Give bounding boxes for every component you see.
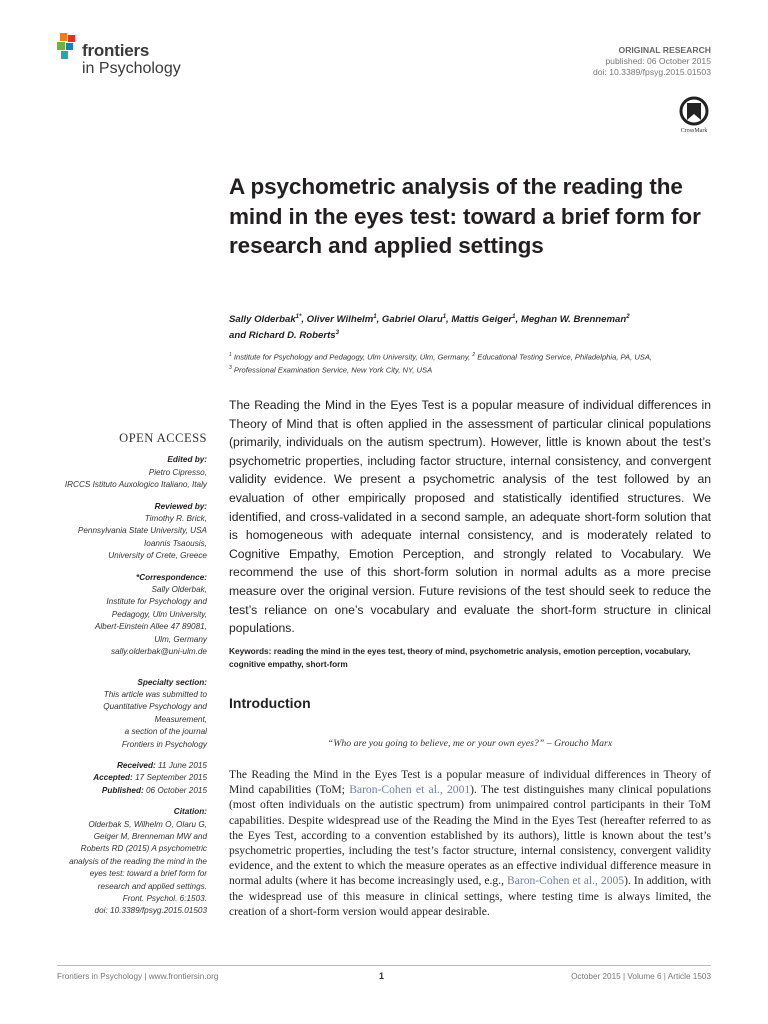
citation-doi[interactable]: doi: 10.3389/fpsyg.2015.01503: [94, 906, 207, 916]
abstract: The Reading the Mind in the Eyes Test is a popular measure of individual differences in Theory of Mind that is often applied in the assessment of particular clinical populations (primarily, individuals on the autism spectrum). However, little is known about the test’s psychometric properties, including factor structure, internal consistency, and convergent validity evidence. We present a psychometric analysis of the test followed by an evaluation of other empirically proposed and statistically identified structures. We identified, and cross-validated in a second sample, an adequate short-form solution that is homogeneous with adequate internal consistency, and is moderately related to Cognitive Empathy, Emotion Perception, and strongly related to Vocabulary. We recommend the use of this short-form solution in normal adults as a more precise measure over the original version. Future revisions of the test should seek to reduce the test’s reliance on one’s vocabulary and evaluate the short-form structure in clinical populations.: [229, 398, 711, 636]
logo-frontiers-text: frontiers: [82, 41, 150, 60]
author-name[interactable]: Meghan W. Brenneman: [520, 314, 627, 326]
footer-journal[interactable]: Frontiers in Psychology | www.frontiersin.org: [57, 972, 219, 981]
specialty-line: Frontiers in Psychology: [121, 739, 207, 749]
correspondence-line: Sally Olderbak,: [151, 585, 207, 595]
reviewer-line: Pennsylvania State University, USA: [77, 526, 207, 536]
reviewer-line: Timothy R. Brick,: [144, 514, 207, 524]
footer-divider: [57, 965, 711, 966]
epigraph: “Who are you going to believe, me or your own eyes?” – Groucho Marx: [327, 738, 613, 749]
citation-line: Roberts RD (2015) A psychometric: [80, 844, 207, 854]
citation-link[interactable]: Baron-Cohen et al., 2005: [506, 874, 625, 888]
journal-logo[interactable]: [57, 33, 217, 83]
author-affiliation-mark: 3: [335, 329, 339, 336]
specialty-heading: Specialty section:: [137, 677, 207, 687]
affiliation-2: Educational Testing Service, Philadelphia, PA, USA,: [477, 352, 653, 362]
author-name[interactable]: Gabriel Olaru: [381, 314, 443, 326]
article-info-sidebar: [52, 432, 207, 918]
author-name[interactable]: Mattis Geiger: [451, 314, 513, 326]
specialty-line: This article was submitted to: [103, 689, 207, 699]
received-value: 11 June 2015: [157, 760, 207, 770]
article-title: A psychometric analysis of the reading the mind in the eyes test: toward a brief form for research and applied settings: [229, 174, 701, 258]
logo-journal-text: in Psychology: [82, 60, 181, 77]
author-affiliation-mark: 1: [512, 314, 516, 320]
reviewed-by-heading: Reviewed by:: [154, 501, 207, 511]
specialty-line: a section of the journal: [124, 727, 207, 737]
correspondence-line: Ulm, Germany: [154, 634, 207, 644]
reviewer-line: University of Crete, Greece: [108, 551, 207, 561]
author-name[interactable]: Oliver Wilhelm: [306, 314, 374, 326]
body-text-part: ). The test distinguishes many clinical populations (most often individuals on the autistic spectrum) from unimpaired control participants in their ToM capabilities. Despite widespread use of the Reading the Mind in the Eyes Test (hereafter referred to as the Eyes Test, according to a convention established by its authors), little is known about the test’s psychometric properties, including the test’s factor structure, internal consistency, convergent validity evidence, and the extent to which the measure operates as an effective individual difference measure in normal adults (where it has become increasingly used, e.g.,: [229, 783, 711, 888]
keywords: Keywords: reading the mind in the eyes test, theory of mind, psychometric analysis, emotion perception, vocabulary, cognitive empathy, short-form: [229, 646, 691, 669]
page-number: 1: [379, 971, 385, 981]
editor-line: IRCCS Istituto Auxologico Italiano, Italy: [64, 480, 207, 490]
correspondence-heading: *Correspondence:: [136, 572, 207, 582]
received-date: [52, 760, 207, 772]
citation-line: research and applied settings.: [97, 881, 207, 891]
footer-issue-info: October 2015 | Volume 6 | Article 1503: [571, 972, 711, 981]
crossmark-label: CrossMark: [680, 128, 708, 134]
specialty-line: Quantitative Psychology and: [103, 702, 207, 712]
affiliation-1: Institute for Psychology and Pedagogy, Ulm University, Ulm, Germany,: [233, 352, 471, 362]
published-heading: Published:: [101, 785, 144, 795]
frontiers-logo-icon: [57, 33, 79, 59]
crossmark-badge[interactable]: [674, 96, 714, 138]
citation-line: Geiger M, Brenneman MW and: [93, 831, 207, 841]
specialty-line: Measurement,: [154, 714, 207, 724]
editor-line: Pietro Cipresso,: [148, 467, 207, 477]
body-text-part: ). In addition, with the widespread use of this measure in clinical settings, where testing time is always limited, the creation of a short-form version would appear desirable.: [229, 874, 711, 918]
correspondence-line: Pedagogy, Ulm University,: [111, 609, 207, 619]
correspondence-line: Institute for Psychology and: [106, 597, 207, 607]
citation-line: Front. Psychol. 6:1503.: [122, 894, 207, 903]
section-heading-introduction: Introduction: [229, 695, 311, 711]
article-doi[interactable]: doi: 10.3389/fpsyg.2015.01503: [592, 67, 711, 77]
accepted-heading: Accepted:: [93, 773, 133, 783]
article-type: ORIGINAL RESEARCH: [618, 45, 711, 55]
crossmark-icon: [674, 96, 714, 128]
author-affiliation-mark: 1: [373, 314, 377, 320]
intro-paragraph: [229, 767, 711, 919]
correspondence-line: Albert-Einstein Allee 47 89081,: [94, 622, 207, 632]
citation-line: eyes test: toward a brief form for: [89, 869, 207, 879]
published-date-left: [52, 785, 207, 797]
author-affiliation-mark: 1: [442, 314, 447, 320]
affiliations: $^1$ Institute for Psychology and Pedagogy, Ulm University, Ulm, Germany, $^2$ Educational Testing Service, Philadelphia, PA, USA, $^3$ Professional Examination Service, New York City, NY, USA: [229, 352, 653, 375]
citation-line: Olderbak S, Wilhelm O, Olaru G,: [88, 819, 207, 829]
citation-heading: Citation:: [173, 807, 207, 817]
citation-line: analysis of the reading the mind in the: [69, 856, 207, 866]
edited-by-heading: Edited by:: [167, 455, 207, 465]
author-list: Sally Olderbak$^{1*}$, Oliver Wilhelm$^1$, Gabriel Olaru$^1$, Mattis Geiger$^1$, Meghan W. Brenneman$^2$ and Richard D. Roberts$^3$: [229, 314, 630, 341]
article-meta: [593, 45, 711, 78]
published-value: 06 October 2015: [146, 785, 207, 795]
published-date: published: 06 October 2015: [605, 56, 711, 66]
author-name[interactable]: Richard D. Roberts: [248, 329, 336, 341]
author-affiliation-mark: 2: [626, 314, 630, 320]
received-heading: Received:: [117, 760, 156, 770]
author-affiliation-mark: 1*: [295, 314, 302, 320]
affiliation-3: Professional Examination Service, New York City, NY, USA: [233, 365, 433, 375]
author-name[interactable]: Sally Olderbak: [229, 314, 296, 326]
reviewer-line: Ioannis Tsaousis,: [144, 538, 207, 548]
citation-link[interactable]: Baron-Cohen et al., 2001: [349, 783, 471, 797]
correspondence-email[interactable]: sally.olderbak@uni-ulm.de: [111, 647, 207, 657]
open-access-label: OPEN ACCESS: [119, 431, 207, 445]
body-text-part: The Reading the Mind in the Eyes Test is a popular measure of individual differences in Theory of Mind capabilities (ToM;: [229, 768, 711, 797]
accepted-value: 17 September 2015: [135, 773, 207, 783]
accepted-date: [52, 772, 207, 784]
